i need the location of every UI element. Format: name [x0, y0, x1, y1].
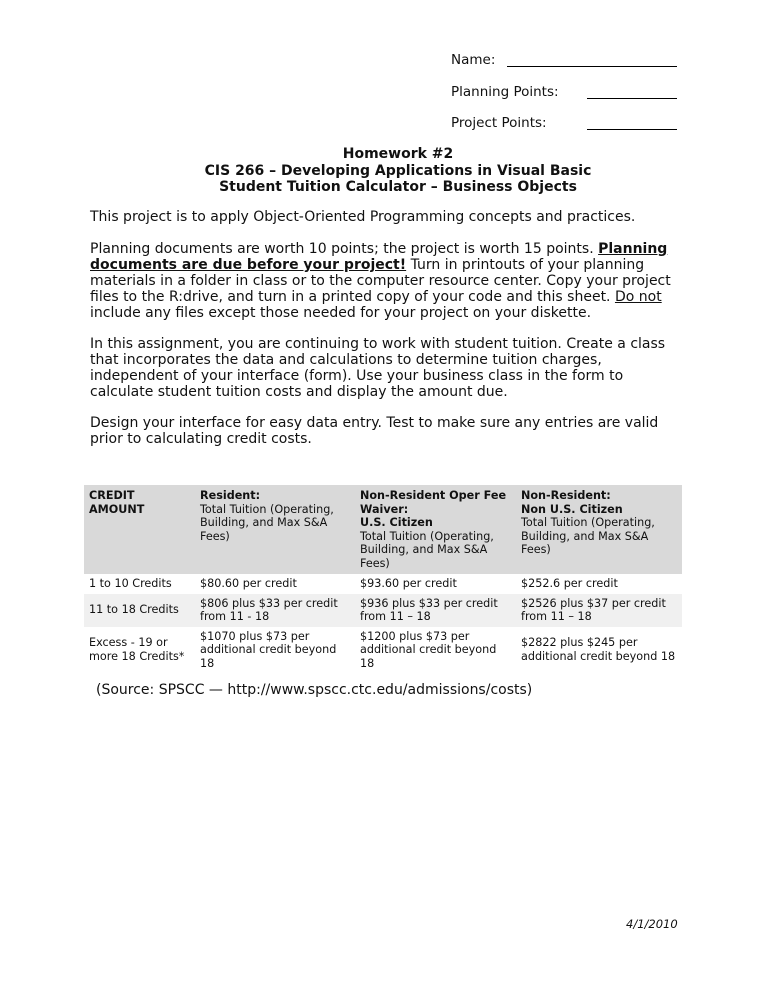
- header-nonresident: [516, 485, 682, 574]
- table-row: [84, 574, 682, 594]
- project-points-blank-line: [587, 129, 677, 130]
- table-cell: $806 plus $33 per credit from 11 - 18: [195, 594, 355, 627]
- planning-points-blank-line: [587, 98, 677, 99]
- name-label: Name:: [451, 52, 496, 68]
- table-row: [84, 627, 682, 674]
- table-row: [84, 594, 682, 627]
- paragraph-design: Design your interface for easy data entry. Test to make sure any entries are valid prior to calculating credit costs.: [90, 415, 659, 447]
- planning-points-label: Planning Points:: [451, 84, 559, 100]
- table-cell: $936 plus $33 per credit from 11 – 18: [355, 594, 516, 627]
- document-date: 4/1/2010: [626, 917, 678, 931]
- table-cell: 1 to 10 Credits: [84, 574, 195, 594]
- header-credit-amount: CREDIT AMOUNT: [84, 485, 195, 574]
- table-cell: $1200 plus $73 per additional credit beyond 18: [355, 627, 516, 674]
- resident-desc: Total Tuition (Operating, Building, and Max S&A Fees): [200, 502, 334, 543]
- waiver-desc: Total Tuition (Operating, Building, and Max S&A Fees): [360, 529, 494, 570]
- table-cell: $93.60 per credit: [355, 574, 516, 594]
- name-blank-line: [507, 66, 677, 67]
- planning-due-warning: Planning documents are due before your project!: [90, 241, 668, 273]
- table-cell: Excess - 19 or more 18 Credits*: [84, 627, 195, 674]
- project-points-label: Project Points:: [451, 115, 547, 131]
- waiver-sub: U.S. Citizen: [360, 516, 433, 529]
- paragraph-assignment: In this assignment, you are continuing to work with student tuition. Create a class that incorporates the data and calculations to determine tuition charges, independent of your interface (form). Use your business class in the form to calculate student tuition costs and display the amount due.: [90, 336, 666, 400]
- header-resident: [195, 485, 355, 574]
- paragraph-planning: [90, 241, 690, 321]
- table-cell: $80.60 per credit: [195, 574, 355, 594]
- title-homework: Homework #2: [342, 146, 454, 162]
- header-nonresident-waiver: [355, 485, 516, 574]
- title-course: CIS 266 – Developing Applications in Visual Basic: [204, 163, 592, 179]
- table-header-row: [84, 485, 682, 574]
- resident-title: Resident:: [200, 489, 261, 502]
- table-cell: 11 to 18 Credits: [84, 594, 195, 627]
- paragraph-intro: This project is to apply Object-Oriented Programming concepts and practices.: [90, 209, 636, 225]
- waiver-title: Non-Resident Oper Fee Waiver:: [360, 489, 507, 516]
- table-cell: $1070 plus $73 per additional credit beyond 18: [195, 627, 355, 674]
- table-cell: $2822 plus $245 per additional credit beyond 18: [516, 627, 682, 674]
- nonresident-desc: Total Tuition (Operating, Building, and Max S&A Fees): [521, 516, 655, 556]
- planning-text-2: Turn in printouts of your planning materials in a folder in class or to the computer resource center. Copy your project files to the R:drive, and turn in a printed copy of your code and this sheet.: [90, 257, 671, 305]
- table-cell: $2526 plus $37 per credit from 11 – 18: [516, 594, 682, 627]
- source-citation: (Source: SPSCC — http://www.spscc.ctc.edu/admissions/costs): [96, 682, 533, 698]
- planning-text-3: include any files except those needed for your project on your diskette.: [90, 305, 592, 321]
- table-cell: $252.6 per credit: [516, 574, 682, 594]
- title-project: Student Tuition Calculator – Business Objects: [219, 179, 577, 195]
- do-not-emphasis: Do not: [614, 289, 662, 305]
- planning-text-1: Planning documents are worth 10 points; the project is worth 15 points.: [90, 241, 599, 257]
- tuition-table: [84, 485, 682, 673]
- nonresident-title: Non-Resident:: [521, 489, 611, 502]
- nonresident-sub: Non U.S. Citizen: [521, 502, 623, 516]
